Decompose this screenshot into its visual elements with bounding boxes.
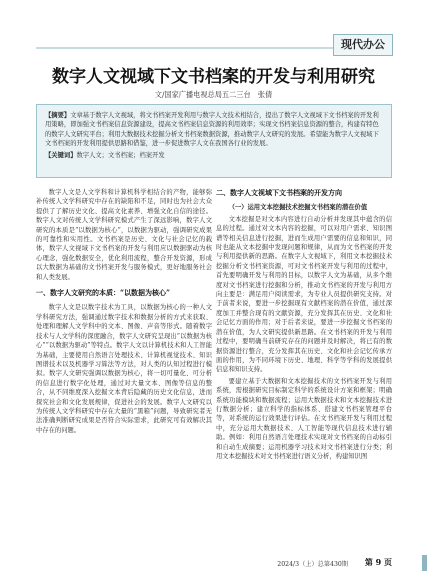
abstract-label: 【摘要】 xyxy=(45,112,71,119)
publication-info: 2024/3（上）总第430期 xyxy=(277,561,348,568)
section-tag: 现代办公 xyxy=(333,34,393,56)
section-heading-2: 二、数字人文视域下文书档案的开发方向 xyxy=(216,188,342,197)
body-paragraph-1: 数字人文是以数字技术为工具，以数据为核心的一种人文学科研究方法，强调通过数字技术和数据分析的方式来获取、处理和理解人文学科中的文本、图像、声音等形式。随着数字技术与人文学科的深度融合，数字人文研究呈现出“以数据为核心”“以数据为驱动”等特点。数字人文以计算机技术和人工智能为基础，主要使用自然语言处理技术、计算机视觉技术、知识图谱技术以及机器学习算法等方法，对人类的认知过程进行模拟。数字人文研究强调以数据为核心，将一切可量化、可分析的信息进行数字化处理，通过对大量文本、图像等信息的整合，从不同维度深入挖掘文本背后隐藏的历史文化信息，进而探究社会和文化发展规律，促进社会的发展。数字人文研究以为传统人文学科研究中存在大量的“黑箱”问题，导致研究者无法准确判断研究成果是否符合实际需求，此研究可有效解决其中存在的问题。 xyxy=(36,304,212,434)
article-title: 数字人文视域下文书档案的开发与利用研究 xyxy=(52,67,375,87)
page-footer xyxy=(36,557,392,571)
footer-accent-bar xyxy=(422,555,427,571)
page-number: 第 9 页 xyxy=(364,557,392,567)
left-column xyxy=(36,188,212,437)
body-paragraph-3: 要建立基于大数据和文本挖掘技术的文书档案开发与利用系统，需根据研究目标制定科学的系统设计方案和框架；明确系统功能模块和数据流程；运用大数据技术和文本挖掘技术进行数据分析；建立科学的指标体系、搭建文书档案管理平台等，对系统的运行效果进行评估。在文书档案开发与利用过程中，充分运用大数据技术、人工智能等现代信息技术进行辅助。例如：利用自然语言处理技术实现对文书档案的自动标引和自动生成摘要；运用机器学习技术对文书档案进行分类；利用文本挖掘技术对文书档案进行语义分析，构建知识图 xyxy=(216,377,392,460)
keywords-label: 【关键词】 xyxy=(45,151,77,159)
keywords-text: 数字人文；文书档案；档案开发 xyxy=(76,151,165,159)
abstract-box xyxy=(36,104,392,178)
abstract-paragraph xyxy=(45,111,383,149)
header-rule xyxy=(36,47,336,49)
intro-paragraph: 数字人文是人文学科和计算机科学相结合的产物，能够弥补传统人文学科研究中存在的缺陷和不足，同时也为社会大众提供了了解历史文化、提高文化素养、增强文化自信的途径。数字人文对传统人文学科研究模式产生了深远影响，数字人文研究的本质是“以数据为核心”，以数据为驱动，强调研究成果的可靠性和实用性。文书档案是历史、文化与社会记忆的载体，数字人文视域下文书档案的开发与利用应以数据驱动为核心理念，强化数据安全，优化利用流程，整合开发资源，形成以大数据为基础的文书档案开发与服务模式，更好地服务社会和人类发展。 xyxy=(36,189,212,281)
keywords-paragraph xyxy=(45,151,383,160)
body-paragraph-2: 文本挖掘是对文本内容进行自动分析并发现其中蕴含的信息的过程。通过对文本内容的挖掘，可以对用户需求、知识图谱等相关信息进行挖掘，进而生成用户需要的信息和知识，同时也能从文本挖掘中发现问题和规律，从而为文书档案的开发与利用提供新的思路。在数字人文视域下，利用文本挖掘技术挖掘分析文书档案资源，可对文书档案开发与利用的过程中，首先要明确开发与利用的目标，以数字人文为基础，从多个维度对文书档案进行挖掘和分析，推动文书档案的开发与利用方向主要是：满足用户阅读需求，为专业人员提供研究支持。对于前者来说，要进一步挖掘现有文献档案的潜在价值，通过深度加工并整合现有的文献资源，充分发挥其在历史、文化和社会记忆方面的作用；对于后者来说，要进一步挖掘文书档案的潜在价值，为人文研究提供新思路。在文书档案的开发与利用过程中，要明确当前研究存在的问题并及时解决，将已有的数据资源进行整合，充分发挥其在历史、文化和社会记忆传承方面的作用，为不同环境下历史、地理、科学等学科的发展提供信息和知识支持。 xyxy=(216,215,392,374)
abstract-text: 文章基于数字人文视域，将文书档案开发利用与数字人文技术相结合，提出了数字人文视域下文书档案的开发利用策略，即加强文书档案信息资源建设，提高文书档案信息资源的利用效率；实现文书档案信息资源的整合，构建有特色的数字人文研究平台；利用大数据技术挖掘分析文书档案数据资源，推动数字人文研究的发展。希望能为数字人文视域下文书档案的开发利用提供思路和借鉴，进一步促进数字人文在我国各行业的发展。 xyxy=(45,112,379,148)
right-column xyxy=(216,188,392,463)
section-heading-1: 一、数字人文研究的本质：“以数据为核心” xyxy=(36,288,171,298)
subheading-1: （一）运用文本挖掘技术挖掘文书档案的潜在价值 xyxy=(228,204,368,212)
article-byline: 文/国家广播电视总局五二三台 张倩 xyxy=(154,90,273,99)
